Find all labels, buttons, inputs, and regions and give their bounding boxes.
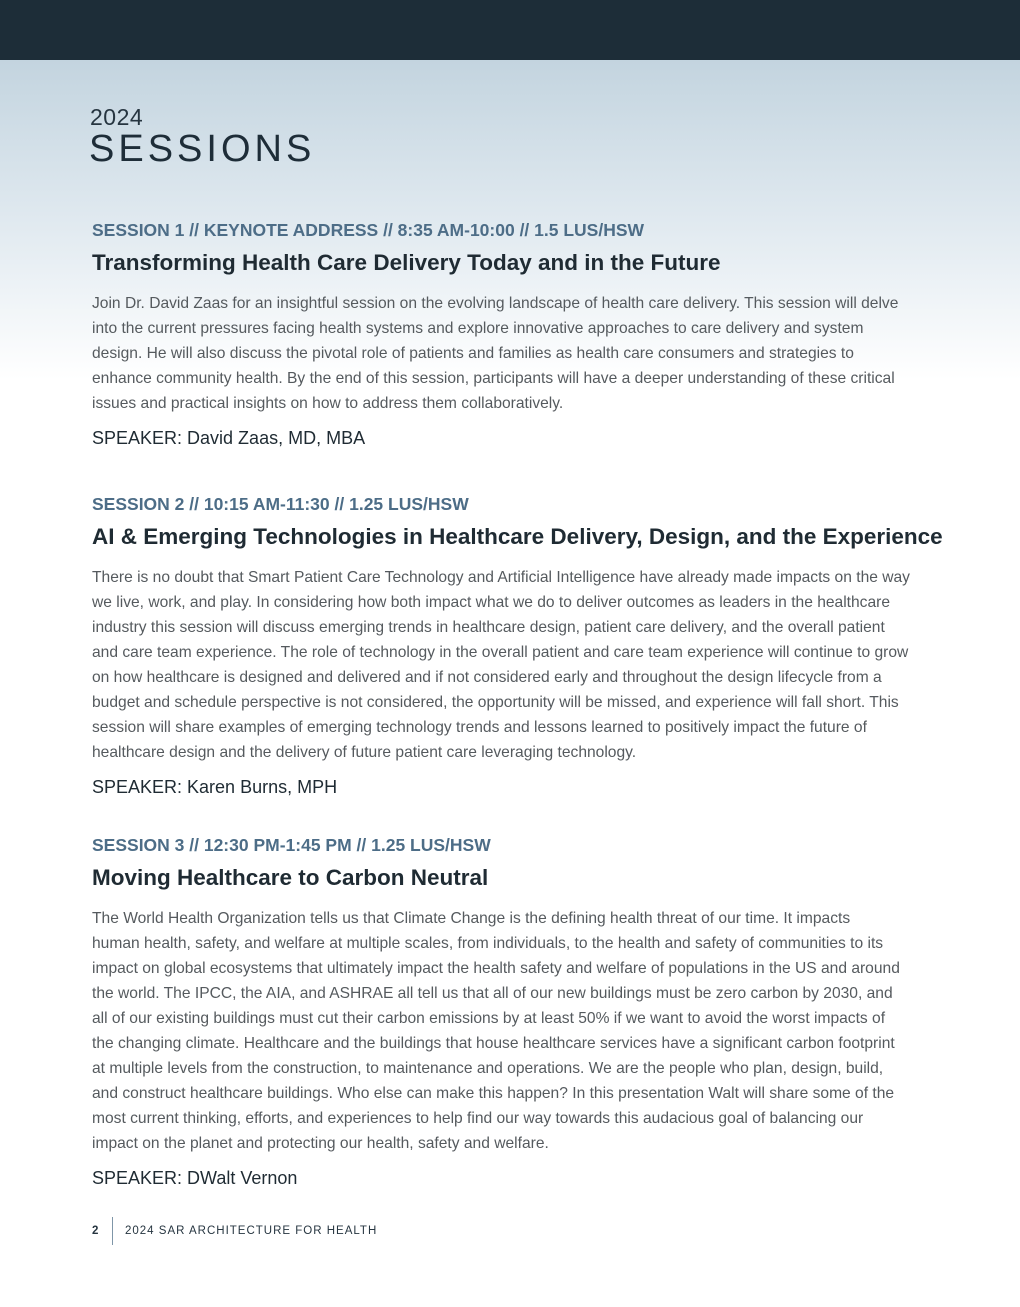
top-banner-bar [0,0,1020,60]
session-description: Join Dr. David Zaas for an insightful session on the evolving landscape of health care delivery. This session will delve into the current pressures facing health systems and explore innovative approaches to care delivery and system design. He will also discuss the pivotal role of patients and families as health care consumers and strategies to enhance community health. By the end of this session, participants will have a deeper understanding of these critical issues and practical insights on how to address them collaboratively. [92,295,899,412]
session-description: There is no doubt that Smart Patient Care Technology and Artificial Intelligence have already made impacts on the way we live, work, and play. In considering how both impact what we do to deliver outcomes as leaders in the healthcare industry this session will discuss emerging trends in healthcare design, patient care delivery, and the overall patient and care team experience. The role of technology in the overall patient and care team experience will continue to grow on how healthcare is designed and delivered and if not considered early and throughout the design lifecycle from a budget and schedule perspective is not considered, the opportunity will be missed, and experience will fall short. This session will share examples of emerging technology trends and lessons learned to positively impact the future of healthcare design and the delivery of future patient care leveraging technology. [92,569,910,761]
page-number: 2 [92,1225,99,1237]
session-speaker: SPEAKER: Karen Burns, MPH [92,777,338,797]
page-footer [92,1217,377,1245]
session-3 [92,834,922,1190]
page-title: SESSIONS [89,128,316,170]
session-title: AI & Emerging Technologies in Healthcare Delivery, Design, and the Experience [92,524,943,549]
footer-divider [112,1217,113,1245]
session-title: Transforming Health Care Delivery Today and in the Future [92,250,721,275]
session-meta: SESSION 3 // 12:30 PM-1:45 PM // 1.25 LUS/HSW [92,835,491,855]
session-speaker: SPEAKER: DWalt Vernon [92,1168,298,1188]
session-1 [92,219,922,450]
session-description: The World Health Organization tells us that Climate Change is the defining health threat of our time. It impacts human health, safety, and welfare at multiple scales, from individuals, to the health and safety of communities to its impact on global ecosystems that ultimately impact the health safety and welfare of populations in the US and around the world. The IPCC, the AIA, and ASHRAE all tell us that all of our new buildings must be zero carbon by 2030, and all of our existing buildings must cut their carbon emissions by at least 50% if we want to avoid the worst impacts of the changing climate. Healthcare and the buildings that house healthcare services have a significant carbon footprint at multiple levels from the construction, to maintenance and operations. We are the people who plan, design, build, and construct healthcare buildings. Who else can make this happen? In this presentation Walt will share some of the most current thinking, efforts, and experiences to help find our way towards this audacious goal of balancing our impact on the planet and protecting our health, safety and welfare. [92,910,900,1152]
session-title: Moving Healthcare to Carbon Neutral [92,865,489,890]
session-meta: SESSION 2 // 10:15 AM-11:30 // 1.25 LUS/HSW [92,494,469,514]
session-meta: SESSION 1 // KEYNOTE ADDRESS // 8:35 AM-10:00 // 1.5 LUS/HSW [92,220,645,240]
header-year: 2024 [90,104,144,130]
footer-publication-title: 2024 SAR ARCHITECTURE FOR HEALTH [125,1225,378,1237]
session-2 [92,493,943,799]
session-speaker: SPEAKER: David Zaas, MD, MBA [92,428,366,448]
